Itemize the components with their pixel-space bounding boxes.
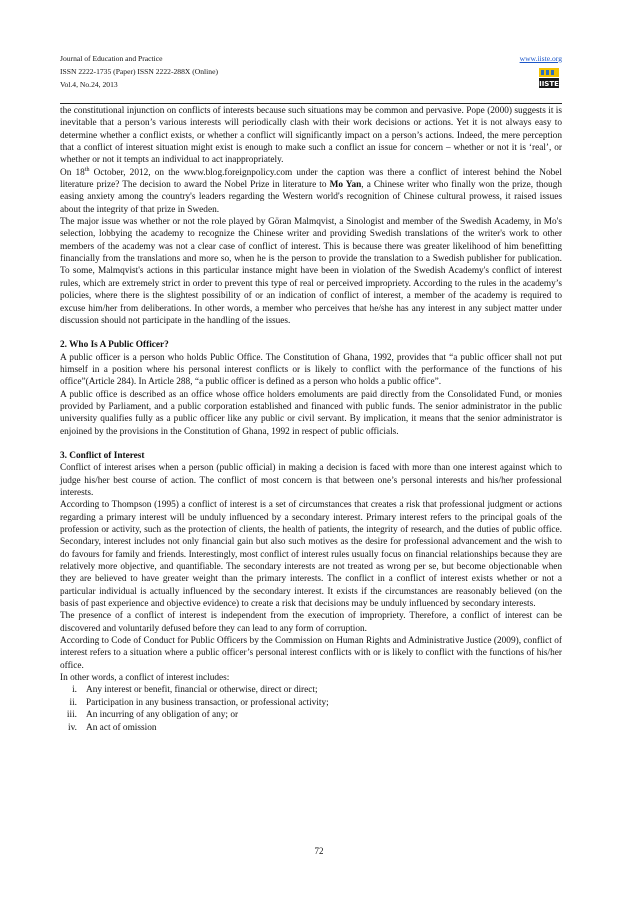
journal-info <box>60 52 562 91</box>
header-divider <box>60 103 562 104</box>
paragraph: The major issue was whether or not the role played by Göran Malmqvist, a Sinologist and member of the Swedish Academy, in Mo's selection, lobbying the academy to recognize the Chinese writer and providing Swedish translations of the writer's work to other members of the academy was not a clear case of conflict of interest. This is because there was greater likelihood of him benefitting financially from the translations and more so, when he is the person to provide the translation to a Swedish publisher for publication. To some, Malmqvist's actions in this particular instance might have been in violation of the Swedish Academy's conflict of interest rules, which are extremely strict in order to prevent this type of real or perceived impropriety. According to the rules in the academy’s policies, where there is the slightest possibility of or an indication of conflict of interest, a member of the academy is required to excuse him/her from deliberations. In other words, a member who perceives that he/she has any interest in any subject matter under discussion should not participate in the handling of the issues. <box>60 217 562 326</box>
list-number: iv. <box>68 722 77 733</box>
paragraph: The presence of a conflict of interest is independent from the execution of impropriety. Therefore, a conflict of interest can be discovered and voluntarily defused before they can lead to any form of corruption. <box>60 611 562 634</box>
paragraph: A public officer is a person who holds Public Office. The Constitution of Ghana, 1992, provides that “a public officer shall not put himself in a position where his personal interest conflicts or is likely to conflict with the performance of the functions of his office”(Article 284). In Article 288, “a public officer is defined as a person who holds a public office”. <box>60 352 562 388</box>
article-body <box>60 105 562 734</box>
list-item <box>60 684 562 696</box>
issn-line: ISSN 2222-1735 (Paper) ISSN 2222-288X (Online) <box>60 67 218 76</box>
bold-name: Mo Yan <box>329 180 362 191</box>
list-text: An incurring of any obligation of any; or <box>86 710 239 721</box>
list-number: iii. <box>66 710 77 721</box>
list-text: Participation in any business transaction, or professional activity; <box>86 697 329 708</box>
text-run: , a Chinese writer who finally won the prize, though easing anxiety among the country's leaders regarding the Western world's recognition of Chinese cultural prowess, it raised issues about the integrity of that prize in Sweden. <box>60 180 562 215</box>
text-run: On 18 <box>60 167 85 178</box>
list-item <box>60 722 562 734</box>
section-heading: 2. Who Is A Public Officer? <box>60 340 169 351</box>
list-item <box>60 697 562 709</box>
section-heading: 3. Conflict of Interest <box>60 450 145 461</box>
paragraph: In other words, a conflict of interest includes: <box>60 673 230 684</box>
running-header <box>60 52 562 100</box>
paragraph: A public office is described as an office whose office holders emoluments are paid directly from the Consolidated Fund, or monies provided by Parliament, and a public corporation established and financed with public funds. The senior administrator in the public university qualifies fully as a public officer like any public or civil servant. By implication, it means that the senior administrator is enjoined by the provisions in the Constitution of Ghana, 1992 in respect of public officials. <box>60 389 562 437</box>
iiste-logo-icon <box>538 67 560 89</box>
paragraph <box>60 167 562 216</box>
list-number: ii. <box>69 697 77 708</box>
conflict-list <box>60 684 562 733</box>
paragraph: the constitutional injunction on conflicts of interests because such situations may be common and pervasive. Pope (2000) suggests it is inevitable that a person’s various interests will periodically clash with their work decisions or actions. Yet it is not always easy to determine whether a conflict exists, or whether a conflict will significantly impact on a person’s actions. Indeed, the mere perception that a conflict of interest situation might exist is enough to make such a conflict an issue for concern – whether or not it is ‘real’, or whether or not it tempts an individual to act inappropriately. <box>60 106 562 166</box>
paragraph: According to Thompson (1995) a conflict of interest is a set of circumstances that creates a risk that professional judgment or actions regarding a primary interest will be unduly influenced by a secondary interest. Primary interest refers to the principal goals of the profession or activity, such as the protection of clients, the health of patients, the integrity of research, and the duties of public office. Secondary, interest includes not only financial gain but also such motives as the desire for professional advancement and the wish to do favours for family and friends. Interestingly, most conflict of interest rules usually focus on financial relationships because they are relatively more objective, and quantifiable. The secondary interests are not treated as wrong per se, but become objectionable when they are believed to have greater weight than the primary interests. The conflict in a conflict of interest exists whether or not a particular individual is actually influenced by the secondary interest. It exists if the circumstances are reasonably believed (on the basis of past experience and objective evidence) to create a risk that decisions may be unduly influenced by secondary interests. <box>60 500 562 610</box>
text-run: October, 2012, on the www.blog.foreignpolicy.com under the caption was there a conflict of interest behind the Nobel literature prize? The decision to award the Nobel Prize in literature to <box>60 167 562 191</box>
paragraph: Conflict of interest arises when a person (public official) in making a decision is faced with more than one interest against which to judge his/her best course of action. The conflict of most concern is that between one’s personal interests and his/her professional interests. <box>60 463 562 498</box>
page-number: 72 <box>314 846 324 856</box>
page-header-region <box>60 52 562 100</box>
paragraph: According to Code of Conduct for Public Officers by the Commission on Human Rights and Administrative Justice (2009), conflict of interest refers to a situation where a public officer’s personal interest conflicts with or is likely to conflict with the functions of his/her office. <box>60 636 562 671</box>
journal-url-link[interactable]: www.iiste.org <box>519 54 562 63</box>
list-item <box>60 709 562 721</box>
list-text: Any interest or benefit, financial or otherwise, direct or direct; <box>86 685 318 696</box>
svg-text:IISTE: IISTE <box>539 80 559 88</box>
superscript: th <box>84 166 90 173</box>
journal-title: Journal of Education and Practice <box>60 54 163 63</box>
list-number: i. <box>72 685 77 696</box>
volume-line: Vol.4, No.24, 2013 <box>60 80 118 89</box>
list-text: An act of omission <box>86 722 157 733</box>
